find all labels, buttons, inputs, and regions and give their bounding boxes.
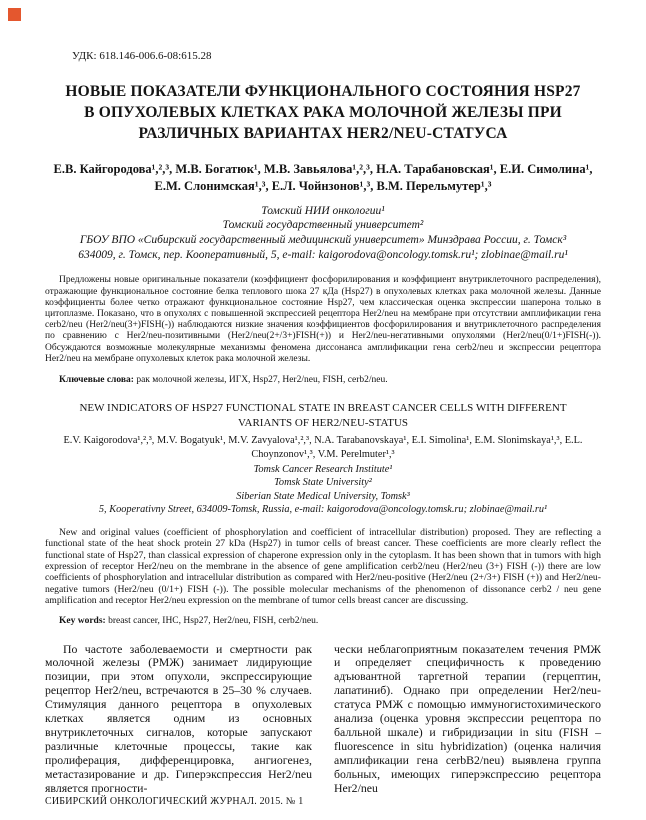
authors-ru: Е.В. Кайгородова¹,²,³, М.В. Богатюк¹, М.В. Завьялова¹,²,³, Н.А. Тарабановская¹, Е.И. Симолина¹, Е.М. Слонимская¹,³, Е.Л. Чойнзонов¹,³, В.М. Перельмутер¹,³: [53, 161, 593, 193]
body-paragraph: По частоте заболеваемости и смертности рак молочной железы (РМЖ) занимает лидирующие позиции, при этом опухоли, экспрессирующие рецептор Her2/neu, встречаются в 25–30 % случаев. Стимуляция данного рецептора в опухолевых клетках является одним из основных внутриклеточных сигналов, которые запускают различные клеточные процессы, такие как пролиферация, дифференцировка, ангиогенез, метастазирование и др. Гиперэкспрессия Her2/neu является прогности-: [45, 641, 312, 795]
affiliation-line-en: 5, Kooperativny Street, 634009-Tomsk, Russia, e-mail: kaigorodova@oncology.tomsk.ru; zlobinae@mail.ru¹: [98, 503, 548, 515]
body-paragraph: чески неблагоприятным показателем течения РМЖ и определяет специфичность к проведению адъювантной таргетной терапии (герцептин, лапатиниб). Однако при определении Her2/neu-статуса РМЖ с помощью иммуногистохимического анализа (оценка уровня экспрессии рецептора по балльной шкале) и гибридизации in situ (FISH – fluorescence in situ hybridization) (оценка наличия амплификации гена cerbB2/neu) выявлена группа больных, имеющих гиперэкспрессию рецептора Her2/neu: [334, 641, 601, 795]
keywords-en: [45, 616, 601, 627]
affiliation-line-en: Tomsk State University²: [274, 477, 372, 489]
affiliation-line: ГБОУ ВПО «Сибирский государственный медицинский университет» Минздрава России, г. Томск³: [79, 233, 567, 246]
body-columns: [45, 643, 601, 796]
affiliation-line: Томский НИИ онкологии¹: [261, 204, 385, 217]
affiliation-line: Томский государственный университет²: [222, 219, 424, 232]
affiliations-en: [45, 463, 601, 516]
affiliation-line-en: Tomsk Cancer Research Institute¹: [253, 464, 393, 476]
authors-en: E.V. Kaigorodova¹,²,³, M.V. Bogatyuk¹, M.V. Zavyalova¹,²,³, N.A. Tarabanovskaya¹, E.I. Simolina¹, E.M. Slonimskaya¹,³, E.L. Choynzonov¹,³, V.M. Perelmuter¹,³: [63, 435, 583, 460]
corner-marker: [8, 8, 21, 21]
keywords-text-ru: рак молочной железы, ИГХ, Hsp27, Her2/neu, FISH, cerb2/neu.: [136, 374, 388, 385]
article-title-ru: НОВЫЕ ПОКАЗАТЕЛИ ФУНКЦИОНАЛЬНОГО СОСТОЯНИЯ HSP27 В ОПУХОЛЕВЫХ КЛЕТКАХ РАКА МОЛОЧНОЙ ЖЕЛЕЗЫ ПРИ РАЗЛИЧНЫХ ВАРИАНТАХ HER2/NEU-СТАТУСА: [65, 83, 581, 142]
affiliation-line-en: Siberian State Medical University, Tomsk³: [236, 490, 410, 502]
body-column-right: [334, 643, 601, 796]
keywords-ru: [45, 375, 601, 386]
abstract-en: New and original values (coefficient of phosphorylation and coefficient of intracellular distribution) proposed. They are reflecting a functional state of the heat shock protein 27 kDa (Hsp27) in tumor cells of breast cancer. These coefficients are more clearly reflect the functional state of Hsp27, than classical expression of chaperone expression only in the cytoplasm. It has been shown that in tumors with high expression of receptor Her2/neu on the membrane in the absence of gene amplification cerb2/neu (Her2/neu (3+) FISH (-)) there are low coefficients of phosphorylation and intracellular distribution as compared with Her2/neu-positive (Her2/neu (2+/3+) FISH (+)) and Her2/neu-negative tumors (Her2/neu (0/1+) FISH (-)). The possible molecular mechanisms of the phenomenon of dissonance cerb2 / neu gene amplification and receptor Her2/neu expression on the membrane of tumor cells breast cancer are discussing.: [45, 526, 601, 607]
udc-line: УДК: 618.146-006.6-08:615.28: [72, 50, 212, 62]
affiliations-ru: [45, 204, 601, 263]
keywords-label-en: Key words:: [59, 616, 106, 627]
abstract-ru: Предложены новые оригинальные показатели (коэффициент фосфорилирования и коэффициент внутриклеточного распределения), отражающие функциональное состояние белка теплового шока 27 кДа (Hsp27) в опухолевых клетках рака молочной железы. Данные коэффициенты более четко отражают функциональное состояние Hsp27, чем классическая оценка экспрессии шаперона только в цитоплазме. Показано, что в опухолях с повышенной экспрессией рецептора Her2/neu на мембране при отсутствии амплификации гена cerb2/neu (Her2/neu(3+)FISH(-)) наблюдаются низкие значения коэффициентов фосфорилирования и внутриклеточного распределения по сравнению с Her2/neu-позитивными (Her2/neu(2+/3+)FISH(+)) и Her2/neu-негативными опухолями (Her2/neu(0/1+)FISH(-)). Обсуждаются возможные молекулярные механизмы феномена диссонанса амплификации гена cerb2/neu и экспрессии рецептора Her2/neu на мембране опухолевых клеток рака молочной железы.: [45, 275, 601, 364]
keywords-label-ru: Ключевые слова:: [59, 374, 134, 385]
footer-journal-line: СИБИРСКИЙ ОНКОЛОГИЧЕСКИЙ ЖУРНАЛ. 2015. № 1: [45, 796, 304, 807]
affiliation-line: 634009, г. Томск, пер. Кооперативный, 5, e-mail: kaigorodova@oncology.tomsk.ru¹; zlobinae@mail.ru¹: [78, 248, 568, 261]
article-title-en: NEW INDICATORS OF HSP27 FUNCTIONAL STATE IN BREAST CANCER CELLS WITH DIFFERENT VARIANTS OF HER2/NEU-STATUS: [79, 401, 567, 429]
body-column-left: [45, 643, 312, 796]
keywords-text-en: breast cancer, IHC, Hsp27, Her2/neu, FISH, cerb2/neu.: [108, 616, 319, 627]
